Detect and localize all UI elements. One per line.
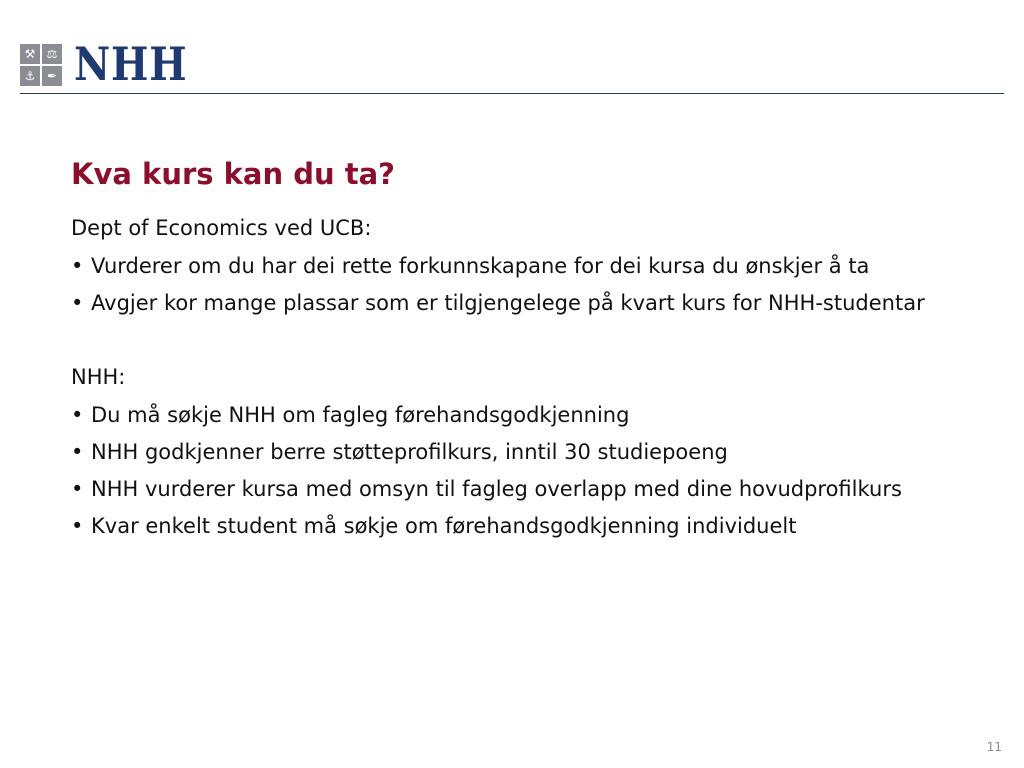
header (20, 37, 1004, 94)
section-label: Dept of Economics ved UCB: (71, 216, 372, 240)
crossed-tools-icon: ⚒ (20, 44, 40, 64)
bullet-icon: • (71, 403, 84, 427)
bullet-list (71, 400, 971, 541)
header-divider (20, 93, 1004, 94)
bullet-item (71, 474, 971, 504)
section-nhh (71, 362, 971, 541)
slide-title: Kva kurs kan du ta? (71, 157, 395, 191)
bullet-text: NHH godkjenner berre støtteprofilkurs, inntil 30 studiepoeng (91, 440, 728, 464)
bullet-text: Avgjer kor mange plassar som er tilgjengelege på kvart kurs for NHH-studentar (91, 291, 925, 315)
bullet-text: NHH vurderer kursa med omsyn til fagleg overlapp med dine hovudprofilkurs (91, 477, 902, 501)
logo-emblem (20, 44, 62, 86)
anchor-icon: ⚓ (20, 66, 40, 86)
bullet-text: Vurderer om du har dei rette forkunnskapane for dei kursa du ønskjer å ta (91, 254, 870, 278)
bullet-icon: • (71, 291, 84, 315)
bullet-item (71, 511, 971, 541)
bullet-icon: • (71, 254, 84, 278)
bullet-item (71, 288, 971, 318)
bullet-item (71, 437, 971, 467)
bullet-list (71, 251, 971, 318)
section-ucb (71, 213, 971, 318)
page-number: 11 (986, 740, 1002, 754)
bullet-item (71, 251, 971, 281)
slide-content (71, 213, 971, 548)
fish-icon: ✒ (42, 66, 62, 86)
scales-icon: ⚖ (42, 44, 62, 64)
bullet-icon: • (71, 440, 84, 464)
bullet-text: Du må søkje NHH om fagleg førehandsgodkjenning (91, 403, 630, 427)
bullet-icon: • (71, 477, 84, 501)
bullet-text: Kvar enkelt student må søkje om førehandsgodkjenning individuelt (91, 514, 797, 538)
bullet-icon: • (71, 514, 84, 538)
bullet-item (71, 400, 971, 430)
section-label: NHH: (71, 365, 126, 389)
section-spacer (71, 325, 971, 362)
logo-text: NHH (74, 37, 188, 91)
